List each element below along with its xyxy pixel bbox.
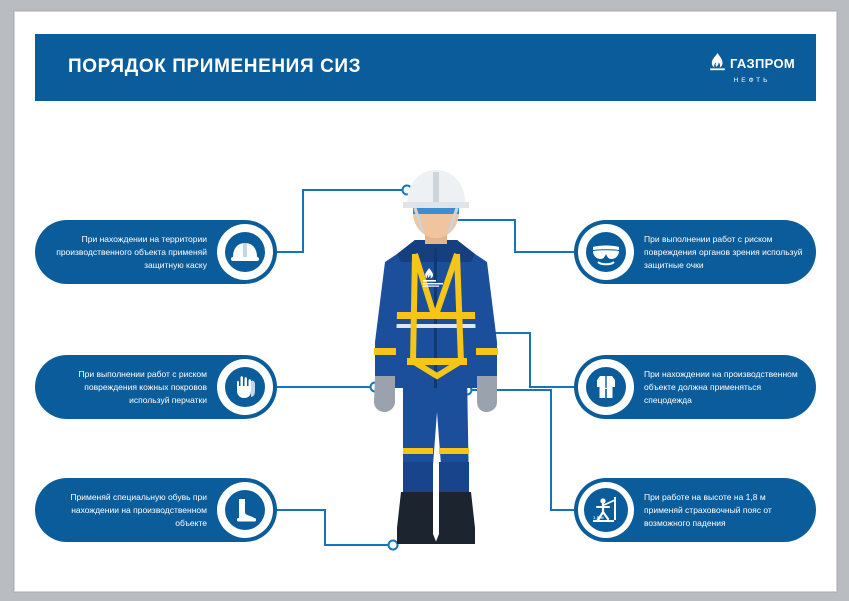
poster bbox=[14, 11, 837, 592]
page-title: ПОРЯДОК ПРИМЕНЕНИЯ СИЗ bbox=[68, 56, 362, 77]
gazprom-neft-logo bbox=[706, 43, 798, 93]
info-text-gloves: При выполнении работ с риском повреждения кожных покровов используй перчатки bbox=[78, 368, 207, 405]
svg-text:1,8 м: 1,8 м bbox=[593, 515, 604, 520]
safety-harness-icon bbox=[578, 482, 634, 538]
gazprom-flame-icon bbox=[709, 53, 726, 74]
logo-sub-text: НЕФТЬ bbox=[733, 76, 771, 84]
info-text-helmet: При нахождении на территории производственного объекта применяй защитную каску bbox=[56, 233, 207, 270]
info-block-helmet[interactable] bbox=[35, 220, 277, 284]
info-block-harness[interactable] bbox=[574, 478, 816, 542]
info-text-harness: При работе на высоте на 1,8 м применяй страховочный пояс от возможного падения bbox=[644, 491, 772, 528]
hard-hat-icon bbox=[217, 224, 273, 280]
info-text-suit: При нахождении на производственном объекте должна применяться спецодежда bbox=[644, 368, 798, 405]
info-block-suit[interactable] bbox=[574, 355, 816, 419]
info-text-boots: Применяй специальную обувь при нахождении на производственном объекте bbox=[70, 491, 207, 528]
info-block-glasses[interactable] bbox=[574, 220, 816, 284]
info-text-glasses: При выполнении работ с риском повреждения органов зрения используй защитные очки bbox=[644, 233, 803, 270]
coverall-icon bbox=[578, 359, 634, 415]
gloves-icon bbox=[217, 359, 273, 415]
poster-header bbox=[35, 34, 816, 101]
worker-in-ppe-illustration bbox=[345, 162, 525, 562]
info-block-boots[interactable] bbox=[35, 478, 277, 542]
logo-brand-text: ГАЗПРОМ bbox=[730, 55, 795, 71]
safety-glasses-icon bbox=[578, 224, 634, 280]
info-block-gloves[interactable] bbox=[35, 355, 277, 419]
safety-boot-icon bbox=[217, 482, 273, 538]
